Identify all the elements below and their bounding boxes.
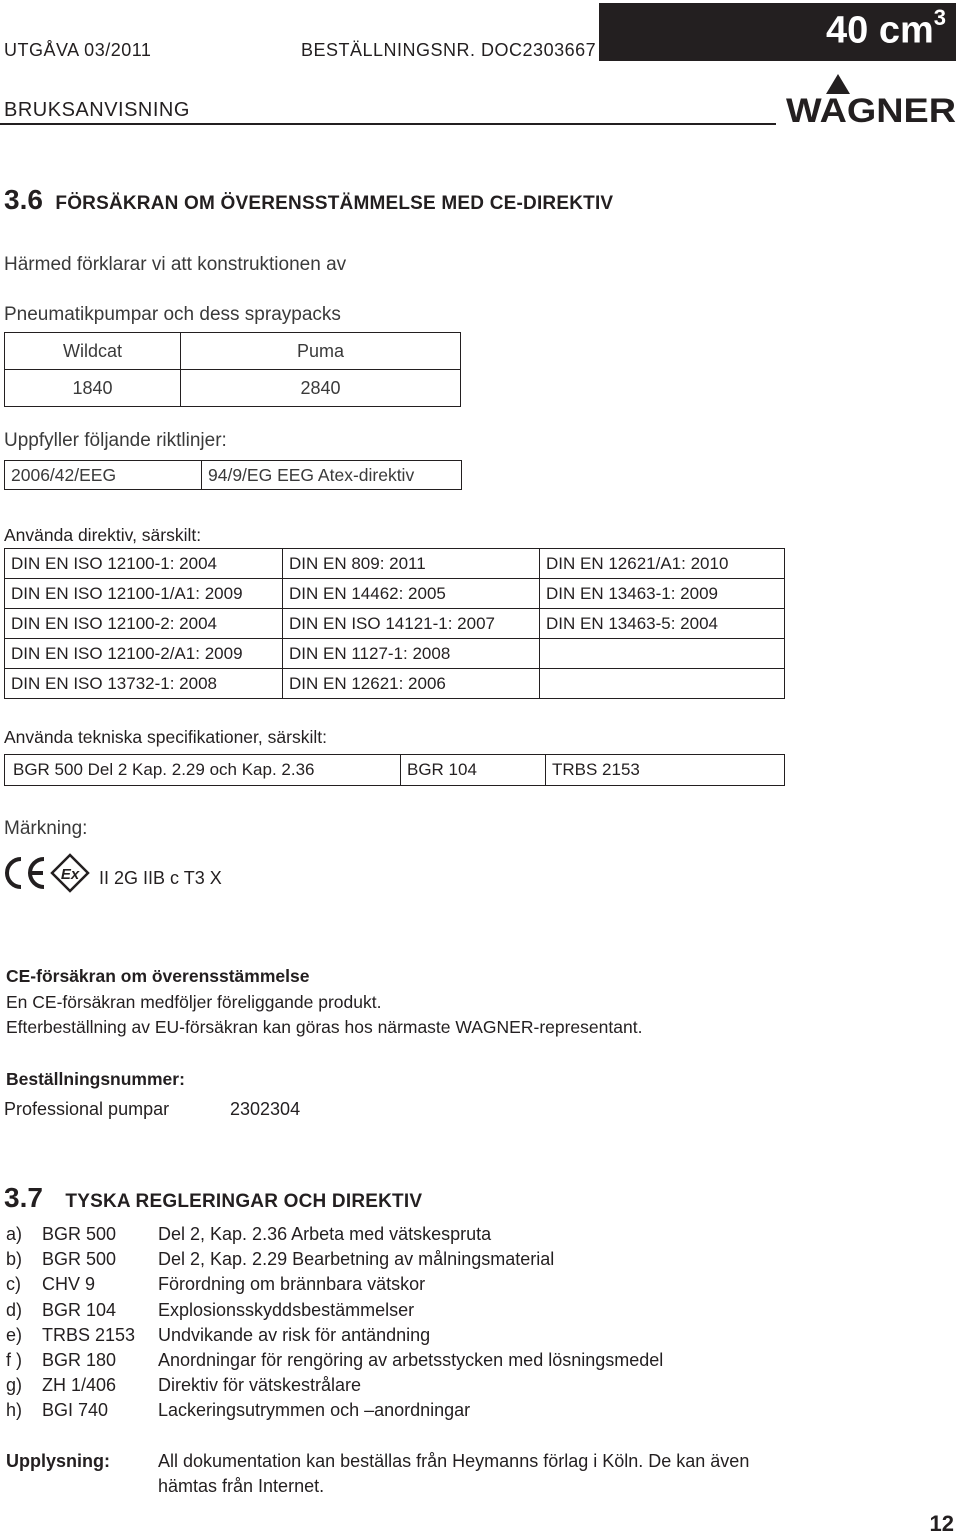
regulation-code: BGR 104 (42, 1299, 117, 1320)
standard-cell: DIN EN 13463-5: 2004 (540, 609, 785, 639)
regulation-letter: h) (6, 1400, 23, 1421)
marking-label: Märkning: (4, 818, 88, 839)
volume-badge (599, 3, 956, 61)
product-line-text: Pneumatikpumpar och dess spraypacks (4, 304, 341, 325)
guidelines-label: Uppfyller följande riktlinjer: (4, 430, 227, 451)
standards-table (4, 548, 785, 699)
product-name-cell: Wildcat (5, 333, 181, 370)
note-line2: hämtas från Internet. (158, 1476, 325, 1496)
specs-table (4, 754, 785, 786)
regulation-code: BGR 500 (42, 1249, 117, 1270)
guidelines-table (4, 460, 462, 490)
regulation-letter: f ) (6, 1350, 22, 1370)
standard-cell: DIN EN ISO 12100-2: 2004 (5, 609, 283, 639)
regulation-description: Förordning om brännbara vätskor (158, 1274, 426, 1295)
order-number-heading: Beställningsnummer: (6, 1069, 185, 1089)
marking-code: II 2G IIB c T3 X (99, 868, 222, 888)
wagner-logo-text: WAGNER (786, 92, 956, 126)
page-number: 12 (929, 1511, 954, 1536)
regulation-code: BGR 500 (42, 1224, 117, 1244)
standards-label: Använda direktiv, särskilt: (4, 525, 202, 545)
standard-cell: DIN EN ISO 12100-1: 2004 (5, 549, 283, 579)
spec-cell: BGR 104 (401, 755, 546, 786)
section-title: TYSKA REGLERINGAR OCH DIREKTIV (65, 1191, 423, 1212)
regulation-code: BGI 740 (42, 1400, 109, 1421)
intro-text: Härmed förklarar vi att konstruktionen av (4, 254, 347, 275)
regulation-letter: g) (6, 1375, 23, 1396)
header-rule (0, 123, 776, 125)
products-table (4, 332, 461, 407)
section-number: 3.7 (4, 1182, 43, 1213)
regulation-code: ZH 1/406 (42, 1375, 117, 1396)
section-3-7-heading (4, 1182, 422, 1214)
guideline-cell: 94/9/EG EEG Atex-direktiv (202, 461, 462, 490)
guideline-cell: 2006/42/EEG (5, 461, 202, 490)
regulation-description: Lackeringsutrymmen och –anordningar (158, 1400, 471, 1421)
volume-value: 40 cm (826, 9, 934, 52)
section-title: FÖRSÄKRAN OM ÖVERENSSTÄMMELSE MED CE-DIREKTIV (55, 193, 614, 214)
regulation-code: TRBS 2153 (42, 1324, 136, 1345)
standard-cell: DIN EN ISO 13732-1: 2008 (5, 669, 283, 699)
order-item-value: 2302304 (230, 1099, 301, 1119)
regulation-description: Direktiv för vätskestrålare (158, 1375, 362, 1396)
regulation-letter: d) (6, 1299, 23, 1320)
wagner-logo (786, 70, 956, 126)
section-number: 3.6 (4, 184, 43, 215)
regulation-code: BGR 180 (42, 1350, 117, 1370)
standard-cell: DIN EN 1127-1: 2008 (283, 639, 540, 669)
regulation-letter: c) (6, 1274, 21, 1295)
svg-text:Ex: Ex (60, 866, 80, 883)
standard-cell: DIN EN 14462: 2005 (283, 579, 540, 609)
regulation-description: Undvikande av risk för antändning (158, 1324, 431, 1345)
regulation-description: Del 2, Kap. 2.36 Arbeta med vätskespruta (158, 1224, 492, 1244)
product-model-cell: 2840 (181, 370, 461, 407)
spec-cell: BGR 500 Del 2 Kap. 2.29 och Kap. 2.36 (5, 755, 401, 786)
order-item-label: Professional pumpar (4, 1099, 170, 1119)
regulation-description: Explosionsskyddsbestämmelser (158, 1299, 415, 1320)
section-3-6-heading (4, 184, 613, 216)
standard-cell (540, 639, 785, 669)
order-number-label: BESTÄLLNINGSNR. DOC2303667 (301, 40, 597, 60)
note-label: Upplysning: (6, 1451, 110, 1471)
ce-declaration-line1: En CE-försäkran medföljer föreliggande produkt. (6, 992, 382, 1012)
regulation-letter: b) (6, 1249, 23, 1270)
ce-declaration-heading: CE-försäkran om överensstämmelse (6, 966, 310, 986)
ce-ex-marking-icon (4, 853, 94, 893)
regulation-code: CHV 9 (42, 1274, 96, 1295)
regulation-letter: e) (6, 1324, 23, 1345)
product-name-cell: Puma (181, 333, 461, 370)
ce-declaration-line2: Efterbeställning av EU-försäkran kan göras hos närmaste WAGNER-representant. (6, 1017, 643, 1037)
standard-cell: DIN EN ISO 12100-1/A1: 2009 (5, 579, 283, 609)
specs-label: Använda tekniska specifikationer, särskilt: (4, 727, 327, 747)
volume-unit-sup: 3 (933, 5, 946, 30)
standard-cell: DIN EN ISO 12100-2/A1: 2009 (5, 639, 283, 669)
regulation-description: Del 2, Kap. 2.29 Bearbetning av målningsmaterial (158, 1249, 555, 1270)
manual-label: BRUKSANVISNING (4, 99, 190, 121)
note-line1: All dokumentation kan beställas från Heymanns förlag i Köln. De kan även (158, 1451, 750, 1471)
edition-label: UTGÅVA 03/2011 (4, 40, 152, 60)
standard-cell: DIN EN 12621: 2006 (283, 669, 540, 699)
standard-cell: DIN EN 12621/A1: 2010 (540, 549, 785, 579)
standard-cell (540, 669, 785, 699)
standard-cell: DIN EN 809: 2011 (283, 549, 540, 579)
standard-cell: DIN EN ISO 14121-1: 2007 (283, 609, 540, 639)
regulation-letter: a) (6, 1224, 23, 1244)
standard-cell: DIN EN 13463-1: 2009 (540, 579, 785, 609)
product-model-cell: 1840 (5, 370, 181, 407)
spec-cell: TRBS 2153 (546, 755, 785, 786)
regulation-description: Anordningar för rengöring av arbetsstycken med lösningsmedel (158, 1350, 664, 1370)
